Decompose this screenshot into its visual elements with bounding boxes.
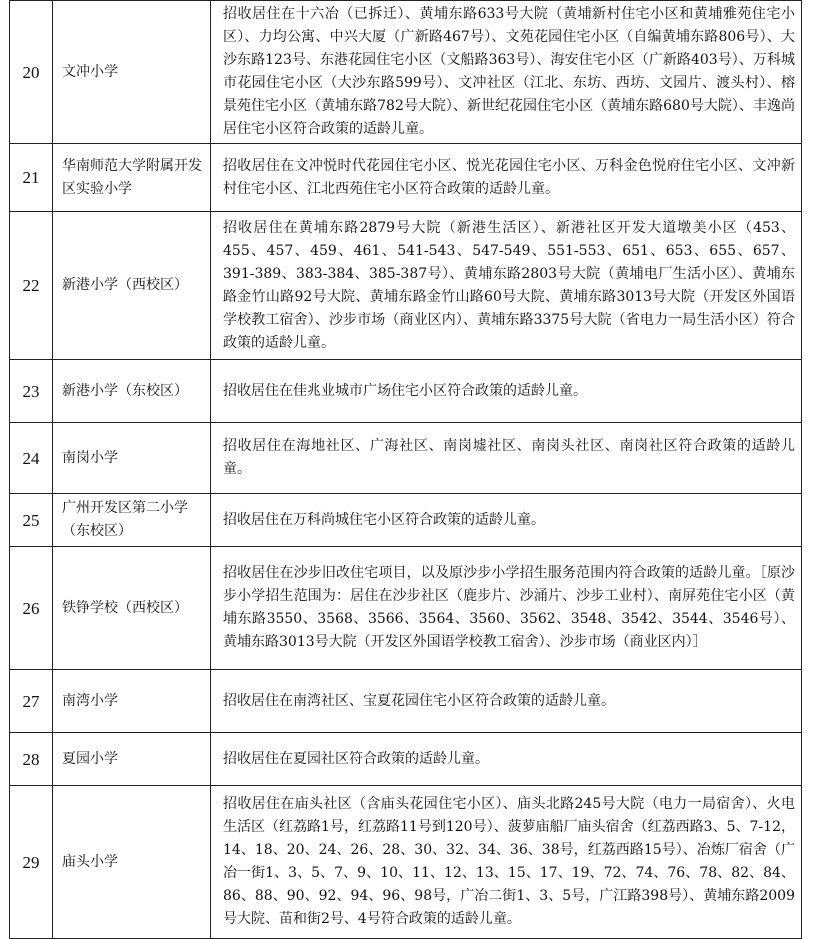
- enrollment-scope: 招收居住在夏园社区符合政策的适龄儿童。: [211, 733, 802, 786]
- enrollment-scope: 招收居住在佳兆业城市广场住宅小区符合政策的适龄儿童。: [211, 360, 802, 423]
- enrollment-scope: 招收居住在庙头社区（含庙头花园住宅小区）、庙头北路245号大院（电力一局宿舍）、火电生活区（红荔路1号，红荔路11号到120号）、菠萝庙船厂庙头宿舍（红荔西路3、5、7-12，14、18、20、24、26、28、30、32、34、36、38号，红荔西路15号）、冶炼厂宿舍（广冶一街1、3、5、7、9、10、11、12、13、15、17、19、72、74、76、78、82、84、86、88、90、92、94、96、98号，广冶二街1、3、5号，广江路398号）、黄埔东路2009号大院、苗和街2号、4号符合政策的适龄儿童。: [211, 786, 802, 939]
- school-name: 铁铮学校（西校区）: [53, 547, 211, 670]
- school-name: 南岗小学: [53, 423, 211, 494]
- table-row: [10, 144, 802, 212]
- table-row: [10, 494, 802, 547]
- row-number: 24: [10, 423, 53, 494]
- school-name: 夏园小学: [53, 733, 211, 786]
- table-row: [10, 733, 802, 786]
- enrollment-scope: 招收居住在海地社区、广海社区、南岗墟社区、南岗头社区、南岗社区符合政策的适龄儿童。: [211, 423, 802, 494]
- enrollment-scope: 招收居住在万科尚城住宅小区符合政策的适龄儿童。: [211, 494, 802, 547]
- row-number: 26: [10, 547, 53, 670]
- row-number: 29: [10, 786, 53, 939]
- school-name: 广州开发区第二小学（东校区）: [53, 494, 211, 547]
- row-number: 28: [10, 733, 53, 786]
- enrollment-scope: 招收居住在南湾社区、宝夏花园住宅小区符合政策的适龄儿童。: [211, 670, 802, 733]
- school-name: 庙头小学: [53, 786, 211, 939]
- table-row: [10, 1, 802, 144]
- table-row: [10, 786, 802, 939]
- school-name: 华南师范大学附属开发区实验小学: [53, 144, 211, 212]
- enrollment-table: [9, 0, 802, 939]
- table-row: [10, 423, 802, 494]
- table-row: [10, 360, 802, 423]
- enrollment-scope: 招收居住在黄埔东路2879号大院（新港生活区）、新港社区开发大道墩美小区（453、455、457、459、461、541-543、547-549、551-553、651、653、655、657、391-389、383-384、385-387号）、黄埔东路2803号大院（黄埔电厂生活小区）、黄埔东路金竹山路92号大院、黄埔东路金竹山路60号大院、黄埔东路3013号大院（开发区外国语学校教工宿舍）、沙步市场（商业区内）、黄埔东路3375号大院（省电力一局生活小区）符合政策的适龄儿童。: [211, 212, 802, 360]
- school-name: 新港小学（西校区）: [53, 212, 211, 360]
- table-row: [10, 212, 802, 360]
- row-number: 22: [10, 212, 53, 360]
- row-number: 20: [10, 1, 53, 144]
- row-number: 27: [10, 670, 53, 733]
- enrollment-scope: 招收居住在文冲悦时代花园住宅小区、悦光花园住宅小区、万科金色悦府住宅小区、文冲新村住宅小区、江北西苑住宅小区符合政策的适龄儿童。: [211, 144, 802, 212]
- enrollment-scope: 招收居住在沙步旧改住宅项目，以及原沙步小学招生服务范围内符合政策的适龄儿童。［原沙步小学招生范围为：居住在沙步社区（鹿步片、沙涌片、沙步工业村）、南屏苑住宅小区（黄埔东路3550、3568、3566、3564、3560、3562、3548、3542、3544、3546号）、黄埔东路3013号大院（开发区外国语学校教工宿舍）、沙步市场（商业区内）］: [211, 547, 802, 670]
- school-name: 新港小学（东校区）: [53, 360, 211, 423]
- school-name: 南湾小学: [53, 670, 211, 733]
- school-name: 文冲小学: [53, 1, 211, 144]
- row-number: 25: [10, 494, 53, 547]
- enrollment-scope: 招收居住在十六冶（已拆迁）、黄埔东路633号大院（黄埔新村住宅小区和黄埔雅苑住宅小区）、力均公寓、中兴大厦（广新路467号）、文苑花园住宅小区（自编黄埔东路806号）、大沙东路123号、东港花园住宅小区（文船路363号）、海安住宅小区（广新路403号）、万科城市花园住宅小区（大沙东路599号）、文冲社区（江北、东坊、西坊、文园片、渡头村）、榕景苑住宅小区（黄埔东路782号大院）、新世纪花园住宅小区（黄埔东路680号大院）、丰逸尚居住宅小区符合政策的适龄儿童。: [211, 1, 802, 144]
- table-row: [10, 547, 802, 670]
- row-number: 21: [10, 144, 53, 212]
- row-number: 23: [10, 360, 53, 423]
- table-row: [10, 670, 802, 733]
